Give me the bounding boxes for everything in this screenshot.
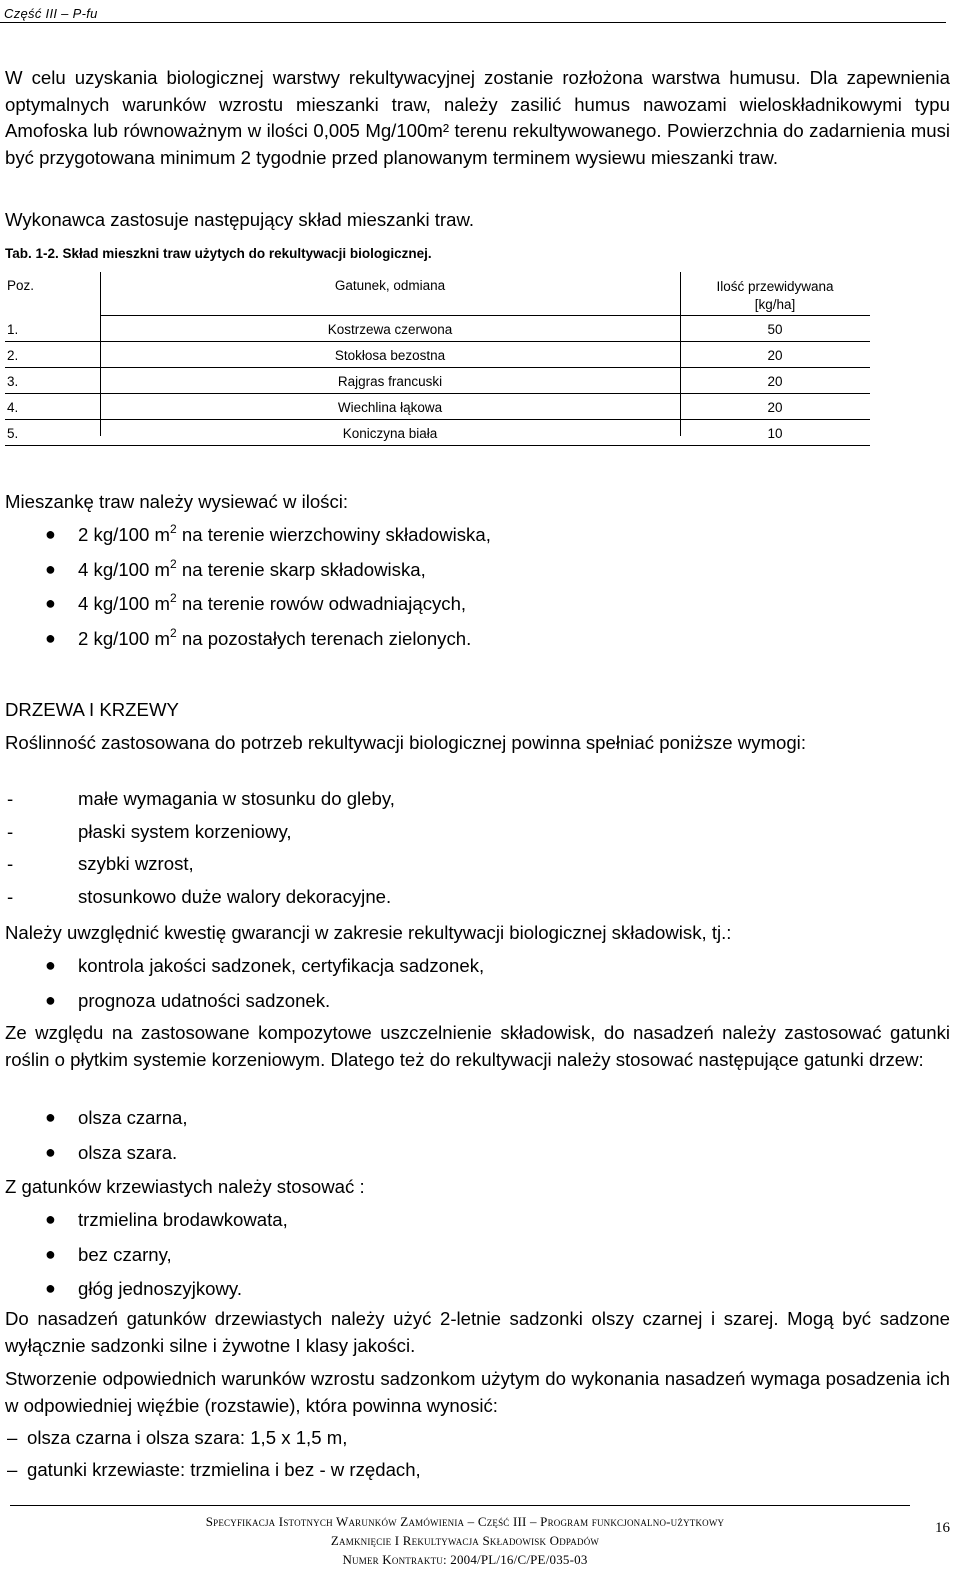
guarantee-list	[0, 955, 930, 1024]
sowing-list	[0, 524, 930, 662]
footer-line-1: Specyfikacja Istotnych Warunków Zamówienia – Część III – Program funkcjonalno-użytkowy	[205, 1514, 725, 1529]
shrub-species-list	[0, 1209, 930, 1313]
bullet-icon: ●	[45, 1107, 56, 1127]
table-row: 1. Kostrzewa czerwona 50	[5, 316, 870, 342]
header-qty: Ilość przewidywana [kg/ha]	[716, 279, 834, 312]
list-item: ● 2 kg/100 $m^2$ na pozostałych terenach zielonych.	[45, 625, 472, 649]
list-item: ● kontrola jakości sadzonek, certyfikacja sadzonek,	[45, 955, 485, 976]
table-row: 2. Stokłosa bezostna 20	[5, 342, 870, 368]
table-row: 3. Rajgras francuski 20	[5, 368, 870, 394]
spacing-intro: Stworzenie odpowiednich warunków wzrostu sadzonkom użytym do wykonania nasadzeń wymaga posadzenia ich w odpowiedniej więźbie (rozstawie), która powinna wynosić:	[5, 1368, 950, 1416]
page-number: 16	[935, 1520, 950, 1536]
list-item: ● głóg jednoszyjkowy.	[45, 1278, 242, 1299]
bullet-icon: ●	[45, 627, 56, 648]
guarantee-intro: Należy uwzględnić kwestię gwarancji w zakresie rekultywacji biologicznej składowisk, tj.:	[5, 922, 732, 943]
bullet-icon: ●	[45, 1243, 56, 1264]
bullet-icon: ●	[45, 524, 56, 544]
list-item: - małe wymagania w stosunku do gleby,	[7, 788, 395, 809]
list-item: ● 4 kg/100 $m^2$ na terenie skarp składowiska,	[45, 556, 426, 580]
header-pos: Poz.	[7, 278, 35, 293]
bullet-icon: ●	[45, 558, 56, 579]
species-intro: Ze względu na zastosowane kompozytowe uszczelnienie składowisk, do nasadzeń należy zastosować gatunki roślin o płytkim systemie korzeniowym. Dlatego też do rekultywacji należy stosować następujące gatunki drzew:	[5, 1022, 950, 1070]
table-row: 4. Wiechlina łąkowa 20	[5, 394, 870, 420]
list-item: – gatunki krzewiaste: trzmielina i bez - w rzędach,	[7, 1459, 421, 1480]
spacing-list	[0, 1427, 930, 1491]
shrub-intro: Z gatunków krzewiastych należy stosować :	[5, 1176, 365, 1197]
list-item: - płaski system korzeniowy,	[7, 820, 292, 842]
table-row: 5. Koniczyna biała 10	[5, 420, 870, 446]
grass-mix-table	[5, 272, 870, 446]
header-species: Gatunek, odmiana	[334, 278, 446, 293]
table-caption: Tab. 1-2. Skład mieszkni traw użytych do rekultywacji biologicznej.	[5, 246, 432, 261]
list-item: - szybki wzrost,	[7, 853, 194, 874]
bullet-icon: ●	[45, 593, 56, 613]
header-divider	[0, 22, 946, 23]
list-item: ● olsza czarna,	[45, 1107, 188, 1128]
intro-paragraph: W celu uzyskania biologicznej warstwy rekultywacyjnej zostanie rozłożona warstwa humusu. Dla zapewnienia optymalnych warunków wzrostu mieszanki traw, należy zasilić humus nawozami wieloskładnikowymi typu Amofoska lub równoważnym w ilości 0,005 Mg/100m² terenu rekultywowanego. Powierzchnia do zadarnienia musi być przygotowana minimum 2 tygodnie przed planowanym terminem wysiewu mieszanki traw.	[5, 67, 950, 168]
section-heading: DRZEWA I KRZEWY	[5, 699, 179, 720]
bullet-icon: ●	[45, 989, 56, 1010]
bullet-icon: ●	[45, 1209, 56, 1229]
tree-species-list	[0, 1107, 930, 1176]
bullet-icon: ●	[45, 955, 56, 975]
list-item: ● 4 kg/100 $m^2$ na terenie rowów odwadniających,	[45, 591, 467, 614]
list-item: - stosunkowo duże walory dekoracyjne.	[7, 885, 392, 907]
list-item: – olsza czarna i olsza szara: 1,5 x 1,5 m,	[7, 1427, 348, 1448]
footer-line-2: Zamknięcie I Rekultywacja Składowisk Odpadów	[330, 1533, 600, 1548]
footer-divider	[10, 1505, 910, 1506]
requirements-intro: Roślinność zastosowana do potrzeb rekultywacji biologicznej powinna spełniać poniższe wymogi:	[5, 732, 806, 753]
bullet-icon: ●	[45, 1141, 56, 1162]
seedlings-paragraph: Do nasadzeń gatunków drzewiastych należy użyć 2-letnie sadzonki olszy czarnej i szarej. Mogą być sadzone wyłącznie sadzonki silne i żywotne I klasy jakości.	[5, 1308, 950, 1356]
footer-line-3: Numer Kontraktu: 2004/PL/16/C/PE/035-03	[342, 1552, 588, 1567]
list-item: ● trzmielina brodawkowata,	[45, 1209, 288, 1230]
section-header: Część III – P-fu	[4, 6, 98, 21]
list-item: ● olsza szara.	[45, 1141, 178, 1163]
list-item: ● prognoza udatności sadzonek.	[45, 989, 331, 1011]
bullet-icon: ●	[45, 1278, 56, 1298]
mix-intro: Wykonawca zastosuje następujący skład mieszanki traw.	[5, 209, 475, 230]
requirements-list	[0, 788, 930, 918]
list-item: ● bez czarny,	[45, 1243, 172, 1265]
table-header-row	[5, 272, 870, 316]
list-item: ● 2 kg/100 $m^2$ na terenie wierzchowiny składowiska,	[45, 522, 491, 545]
sowing-intro: Mieszankę traw należy wysiewać w ilości:	[5, 491, 349, 512]
